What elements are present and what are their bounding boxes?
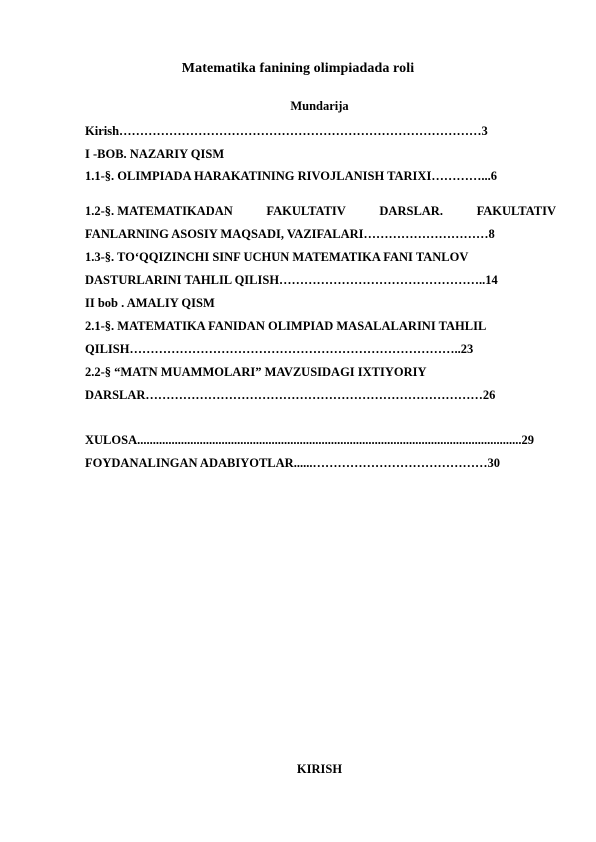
document-title: Matematika fanining olimpiadada roli xyxy=(181,61,415,76)
toc-entry-section-2-1-cont: QILISH……………………………………………………………………..23 xyxy=(85,342,474,356)
toc-entry-section-1-1: 1.1-§. OLIMPIADA HARAKATINING RIVOJLANISH TARIXI…………...6 xyxy=(85,169,497,183)
toc-entry-introduction: Kirish……………………………………………………………………………3 xyxy=(85,124,488,138)
toc-entry-chapter-1: I -BOB. NAZARIY QISM xyxy=(85,147,225,161)
toc-entry-references: FOYDANALINGAN ADABIYOTLAR......……………………………………30 xyxy=(85,456,500,470)
toc-entry-section-1-2-cont: FANLARNING ASOSIY MAQSADI, VAZIFALARI…………………………8 xyxy=(85,227,495,241)
toc-word: FAKULTATIV xyxy=(476,204,556,218)
contents-heading: Mundarija xyxy=(290,99,349,113)
introduction-heading: KIRISH xyxy=(296,762,343,776)
toc-word: DARSLAR. xyxy=(379,204,443,218)
toc-entry-conclusion: XULOSA...........................................................................................................................29 xyxy=(85,433,534,447)
toc-entry-section-2-1: 2.1-§. MATEMATIKA FANIDAN OLIMPIAD MASALALARINI TAHLIL xyxy=(85,319,487,333)
toc-entry-section-2-2-cont: DARSLAR………………………………………………………………………26 xyxy=(85,388,496,402)
toc-word: 1.2-§. MATEMATIKADAN xyxy=(85,204,233,218)
toc-entry-section-2-2: 2.2-§ “MATN MUAMMOLARI” MAVZUSIDAGI IXTIYORIY xyxy=(85,365,427,379)
toc-entry-section-1-3-cont: DASTURLARINI TAHLIL QILISH…………………………………………..14 xyxy=(85,273,498,287)
toc-entry-chapter-2: II bob . AMALIY QISM xyxy=(85,296,215,310)
toc-entry-section-1-2 xyxy=(85,203,556,219)
toc-word: FAKULTATIV xyxy=(266,204,346,218)
toc-entry-section-1-3: 1.3-§. TO‘QQIZINCHI SINF UCHUN MATEMATIKA FANI TANLOV xyxy=(85,250,469,264)
